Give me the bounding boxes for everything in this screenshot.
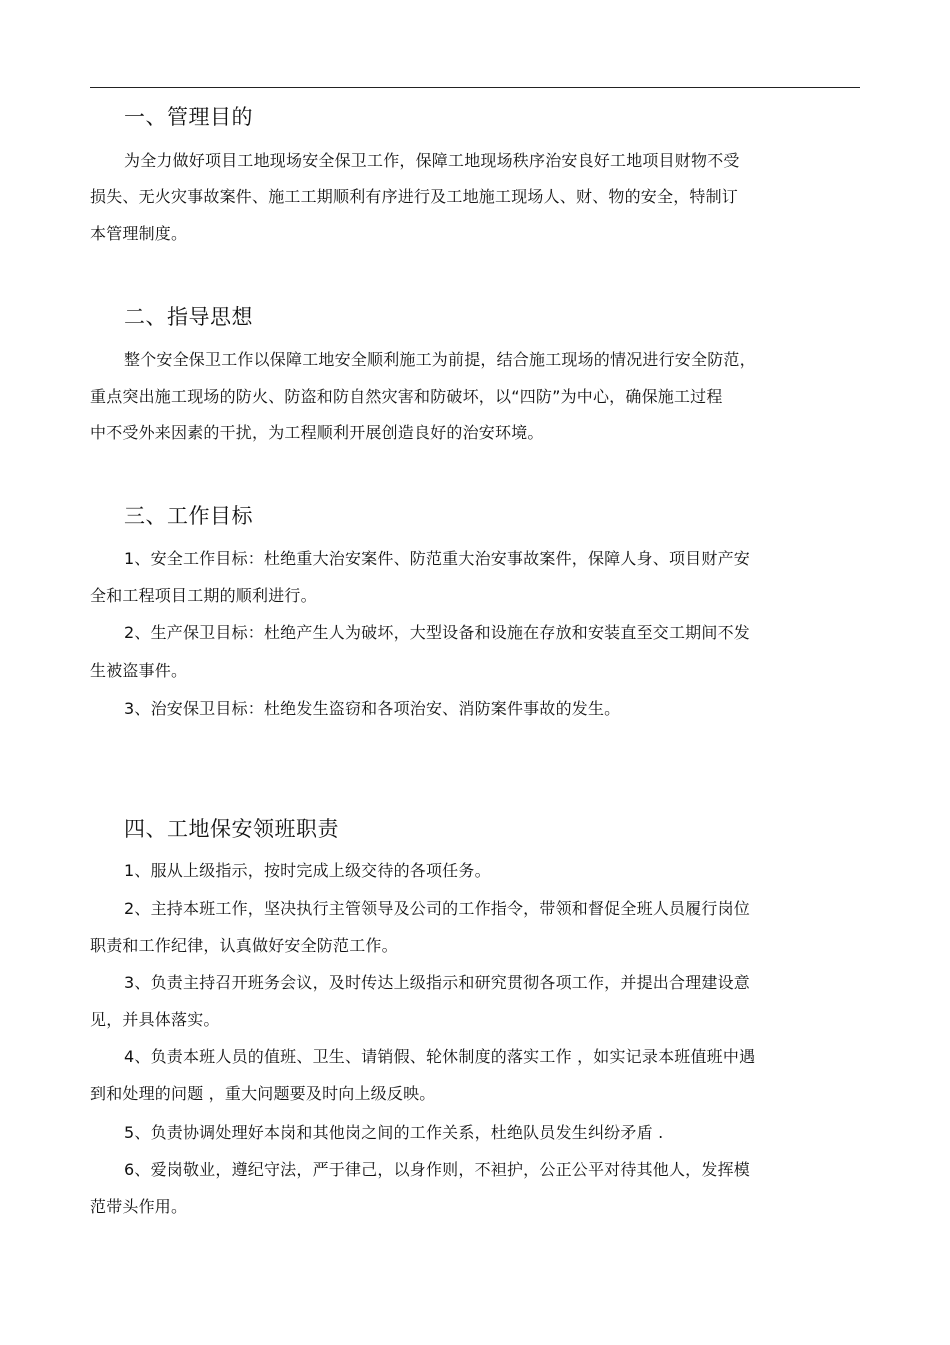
section-1-line-1: 为全力做好项目工地现场安全保卫工作，保障工地现场秩序治安良好工地项目财物不受 [124, 151, 740, 170]
section-4-line-6: 4、负责本班人员的值班、卫生、请销假、轮休制度的落实工作 ，如实记录本班值班中遇 [124, 1047, 756, 1066]
section-4-line-2: 2、主持本班工作，坚决执行主管领导及公司的工作指令，带领和督促全班人员履行岗位 [124, 899, 750, 918]
section-3-heading: 三、工作目标 [124, 504, 253, 528]
section-4-line-4: 3、负责主持召开班务会议，及时传达上级指示和研究贯彻各项工作，并提出合理建设意 [124, 973, 750, 992]
header-rule [90, 87, 860, 88]
section-3-line-5: 3、治安保卫目标：杜绝发生盗窃和各项治安、消防案件事故的发生。 [124, 699, 621, 718]
section-4-line-7: 到和处理的问题 ，重大问题要及时向上级反映。 [90, 1084, 436, 1103]
section-4-line-1: 1、服从上级指示，按时完成上级交待的各项任务。 [124, 861, 491, 880]
section-3-line-1: 1、安全工作目标：杜绝重大治安案件、防范重大治安事故案件，保障人身、项目财产安 [124, 549, 750, 568]
section-4-line-8: 5、负责协调处理好本岗和其他岗之间的工作关系，杜绝队员发生纠纷矛盾 . [124, 1123, 664, 1142]
section-3-line-4: 生被盗事件。 [90, 661, 188, 680]
section-4-line-3: 职责和工作纪律，认真做好安全防范工作。 [90, 936, 398, 955]
section-2-line-1: 整个安全保卫工作以保障工地安全顺利施工为前提，结合施工现场的情况进行安全防范， [124, 350, 756, 369]
section-4-heading: 四、工地保安领班职责 [124, 817, 339, 841]
section-4-line-10: 范带头作用。 [90, 1197, 188, 1216]
section-2-heading: 二、指导思想 [124, 305, 253, 329]
section-2-line-3: 中不受外来因素的干扰，为工程顺利开展创造良好的治安环境。 [90, 423, 544, 442]
section-4-line-9: 6、爱岗敬业，遵纪守法，严于律己，以身作则，不袒护，公正公平对待其他人，发挥模 [124, 1160, 750, 1179]
section-2-line-2: 重点突出施工现场的防火、防盗和防自然灾害和防破坏，以“四防”为中心，确保施工过程 [90, 387, 723, 406]
section-1-heading: 一、管理目的 [124, 105, 253, 129]
section-1-line-3: 本管理制度。 [90, 224, 188, 243]
section-4-line-5: 见，并具体落实。 [90, 1010, 220, 1029]
section-1-line-2: 损失、无火灾事故案件、施工工期顺利有序进行及工地施工现场人、财、物的安全，特制订 [90, 187, 739, 206]
section-3-line-2: 全和工程项目工期的顺利进行。 [90, 586, 317, 605]
section-3-line-3: 2、生产保卫目标：杜绝产生人为破坏，大型设备和设施在存放和安装直至交工期间不发 [124, 623, 750, 642]
